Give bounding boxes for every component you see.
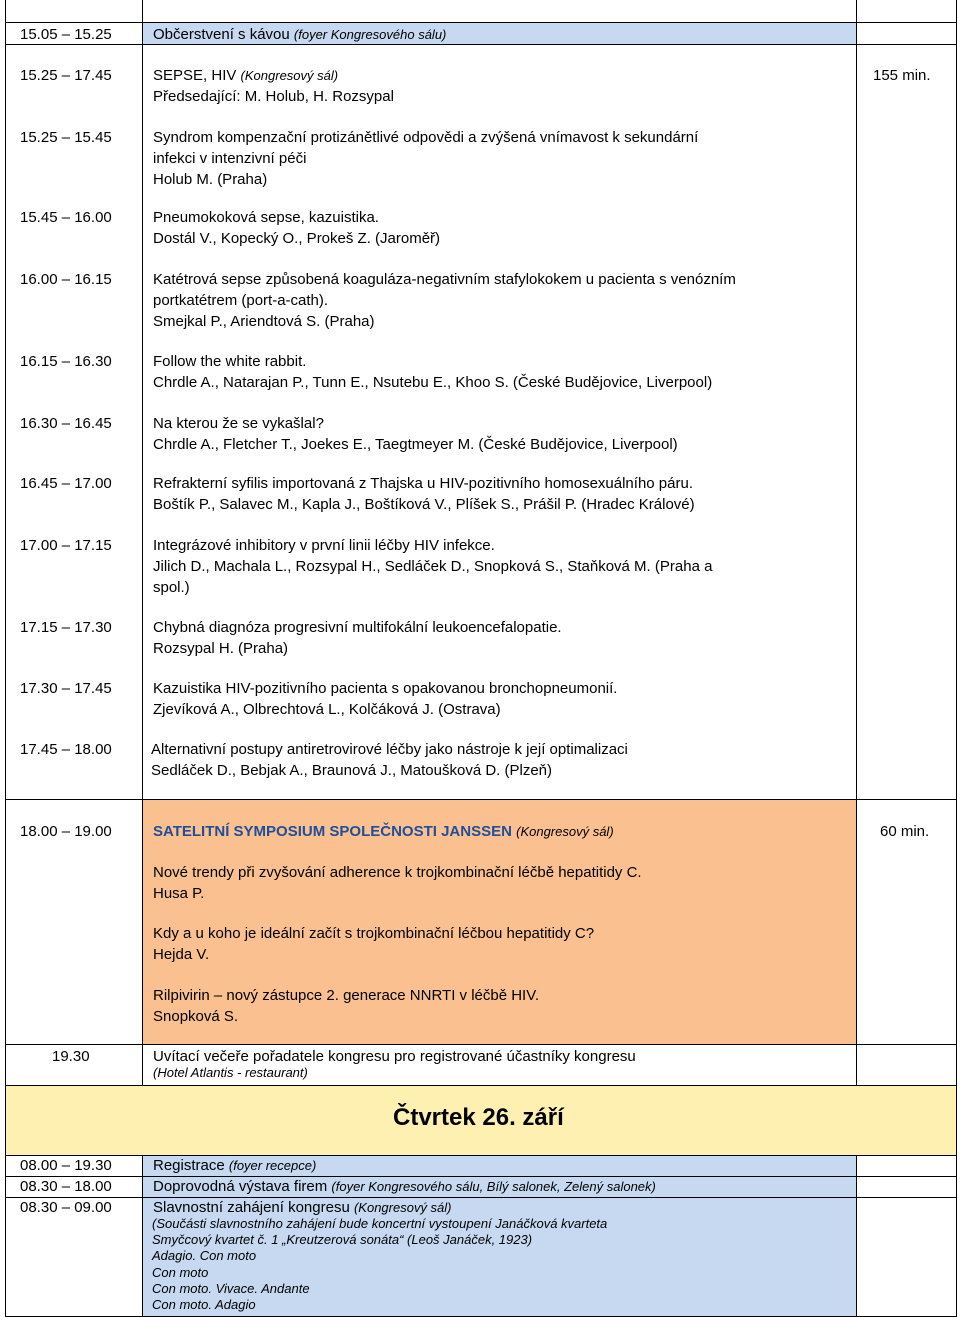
thursday-title: Slavnostní zahájení kongresu <box>153 1199 350 1216</box>
thursday-title: Registrace <box>153 1157 225 1174</box>
grid-line <box>5 1155 956 1156</box>
grid-line <box>856 1155 857 1317</box>
janssen-talk-title: Nové trendy při zvyšování adherence k trojkombinační léčbě hepatitidy C. <box>153 864 642 881</box>
janssen-duration: 60 min. <box>880 823 930 840</box>
janssen-talk-author: Husa P. <box>153 885 205 902</box>
talk-title: Pneumokoková sepse, kazuistika. <box>153 209 379 226</box>
talk-time: 16.15 – 16.30 <box>20 353 112 370</box>
session-time: 15.25 – 17.45 <box>20 67 112 84</box>
dinner-time: 19.30 <box>52 1048 90 1065</box>
session-title: SEPSE, HIV <box>153 67 237 84</box>
thursday-time: 08.30 – 09.00 <box>20 1199 112 1216</box>
grid-line <box>856 0 857 1085</box>
talk-authors: Jilich D., Machala L., Rozsypal H., Sedláček D., Snopková S., Staňková M. (Praha a <box>153 558 713 575</box>
talk-authors: Holub M. (Praha) <box>153 171 268 188</box>
grid-line <box>142 0 143 1085</box>
talk-time: 16.00 – 16.15 <box>20 271 112 288</box>
thursday-location: (foyer recepce) <box>228 1158 317 1173</box>
talk-time: 17.00 – 17.15 <box>20 537 112 554</box>
thursday-location: (Kongresový sál) <box>353 1200 452 1215</box>
grid-line <box>142 1155 143 1317</box>
break-title: Občerstvení s kávou <box>153 26 290 43</box>
janssen-talk-title: Rilpivirin – nový zástupce 2. generace NNRTI v léčbě HIV. <box>153 987 540 1004</box>
talk-time: 15.25 – 15.45 <box>20 129 112 146</box>
thursday-title-line <box>153 1197 452 1218</box>
janssen-time: 18.00 – 19.00 <box>20 823 112 840</box>
session-location: (Kongresový sál) <box>240 68 339 83</box>
thursday-location: (foyer Kongresového sálu, Bílý salonek, Zelený salonek) <box>331 1179 656 1194</box>
opening-note: Con moto. Adagio <box>152 1297 256 1312</box>
thursday-time: 08.30 – 18.00 <box>20 1178 112 1195</box>
talk-time: 16.45 – 17.00 <box>20 475 112 492</box>
day-heading: Čtvrtek 26. září <box>393 1104 564 1131</box>
thursday-title: Doprovodná výstava firem <box>153 1178 328 1195</box>
session-duration: 155 min. <box>873 67 931 84</box>
talk-authors: Boštík P., Salavec M., Kapla J., Boštíková V., Plíšek S., Prášil P. (Hradec Králové) <box>153 496 695 513</box>
janssen-talk-author: Hejda V. <box>153 946 210 963</box>
talk-authors: Chrdle A., Fletcher T., Joekes E., Taegtmeyer M. (České Budějovice, Liverpool) <box>153 436 678 453</box>
grid-line <box>5 22 956 23</box>
opening-note: Con moto <box>152 1265 209 1280</box>
janssen-talk-author: Snopková S. <box>153 1008 239 1025</box>
thursday-title-line <box>153 1176 656 1197</box>
talk-title: Alternativní postupy antiretrovirové léčby jako nástroje k její optimalizaci <box>151 741 628 758</box>
talk-title: Kazuistika HIV-pozitivního pacienta s opakovanou bronchopneumonií. <box>153 680 618 697</box>
break-location: (foyer Kongresového sálu) <box>293 27 447 42</box>
opening-note: Adagio. Con moto <box>152 1248 257 1263</box>
session-title-line <box>153 65 338 86</box>
opening-note: (Součásti slavnostního zahájení bude koncertní vystoupení Janáčková kvarteta <box>152 1216 608 1231</box>
grid-line <box>5 1085 956 1086</box>
opening-note: Smyčcový kvartet č. 1 „Kreutzerová sonáta“ (Leoš Janáček, 1923) <box>152 1232 533 1247</box>
talk-authors: Dostál V., Kopecký O., Prokeš Z. (Jaroměř) <box>153 230 441 247</box>
talk-title: Na kterou že se vykašlal? <box>153 415 324 432</box>
talk-authors: Smejkal P., Ariendtová S. (Praha) <box>153 313 375 330</box>
break-time: 15.05 – 15.25 <box>20 26 112 43</box>
thursday-title-line <box>153 1155 316 1176</box>
talk-title: Refrakterní syfilis importovaná z Thajska u HIV-pozitivního homosexuálního páru. <box>153 475 693 492</box>
grid-line <box>5 0 6 1317</box>
thursday-time: 08.00 – 19.30 <box>20 1157 112 1174</box>
talk-authors: Chrdle A., Natarajan P., Tunn E., Nsutebu E., Khoo S. (České Budějovice, Liverpool) <box>153 374 713 391</box>
grid-line <box>5 1197 956 1198</box>
janssen-location: (Kongresový sál) <box>516 824 614 839</box>
janssen-title-line <box>153 821 614 842</box>
talk-time: 17.15 – 17.30 <box>20 619 112 636</box>
grid-line <box>956 0 957 1317</box>
talk-title: Syndrom kompenzační protizánětlivé odpovědi a zvýšená vnímavost k sekundární <box>153 129 699 146</box>
talk-title: Katétrová sepse způsobená koaguláza-negativním stafylokokem u pacienta s venózním <box>153 271 736 288</box>
talk-authors: Zjevíková A., Olbrechtová L., Kolčáková J. (Ostrava) <box>153 701 501 718</box>
grid-line <box>5 1044 956 1045</box>
opening-note: Con moto. Vivace. Andante <box>152 1281 310 1296</box>
talk-time: 16.30 – 16.45 <box>20 415 112 432</box>
talk-title: Chybná diagnóza progresivní multifokální leukoencefalopatie. <box>153 619 562 636</box>
janssen-talk-title: Kdy a u koho je ideální začít s trojkombinační léčbou hepatitidy C? <box>153 925 595 942</box>
dinner-title: Uvítací večeře pořadatele kongresu pro registrované účastníky kongresu <box>153 1048 636 1065</box>
talk-time: 15.45 – 16.00 <box>20 209 112 226</box>
grid-line <box>5 44 956 45</box>
talk-time: 17.30 – 17.45 <box>20 680 112 697</box>
talk-title: portkatétrem (port-a-cath). <box>153 292 329 309</box>
talk-authors: spol.) <box>153 579 190 596</box>
talk-time: 17.45 – 18.00 <box>20 741 112 758</box>
break-title-line <box>153 24 446 45</box>
janssen-title: SATELITNÍ SYMPOSIUM SPOLEČNOSTI JANSSEN <box>153 823 512 840</box>
talk-authors: Sedláček D., Bebjak A., Braunová J., Matoušková D. (Plzeň) <box>151 762 553 779</box>
grid-line <box>5 799 956 800</box>
talk-title: Integrázové inhibitory v první linii léčby HIV infekce. <box>153 537 495 554</box>
dinner-location: (Hotel Atlantis - restaurant) <box>153 1065 308 1080</box>
session-chairs: Předsedající: M. Holub, H. Rozsypal <box>153 88 394 105</box>
talk-title: Follow the white rabbit. <box>153 353 307 370</box>
talk-authors: Rozsypal H. (Praha) <box>153 640 289 657</box>
talk-title: infekci v intenzivní péči <box>153 150 307 167</box>
